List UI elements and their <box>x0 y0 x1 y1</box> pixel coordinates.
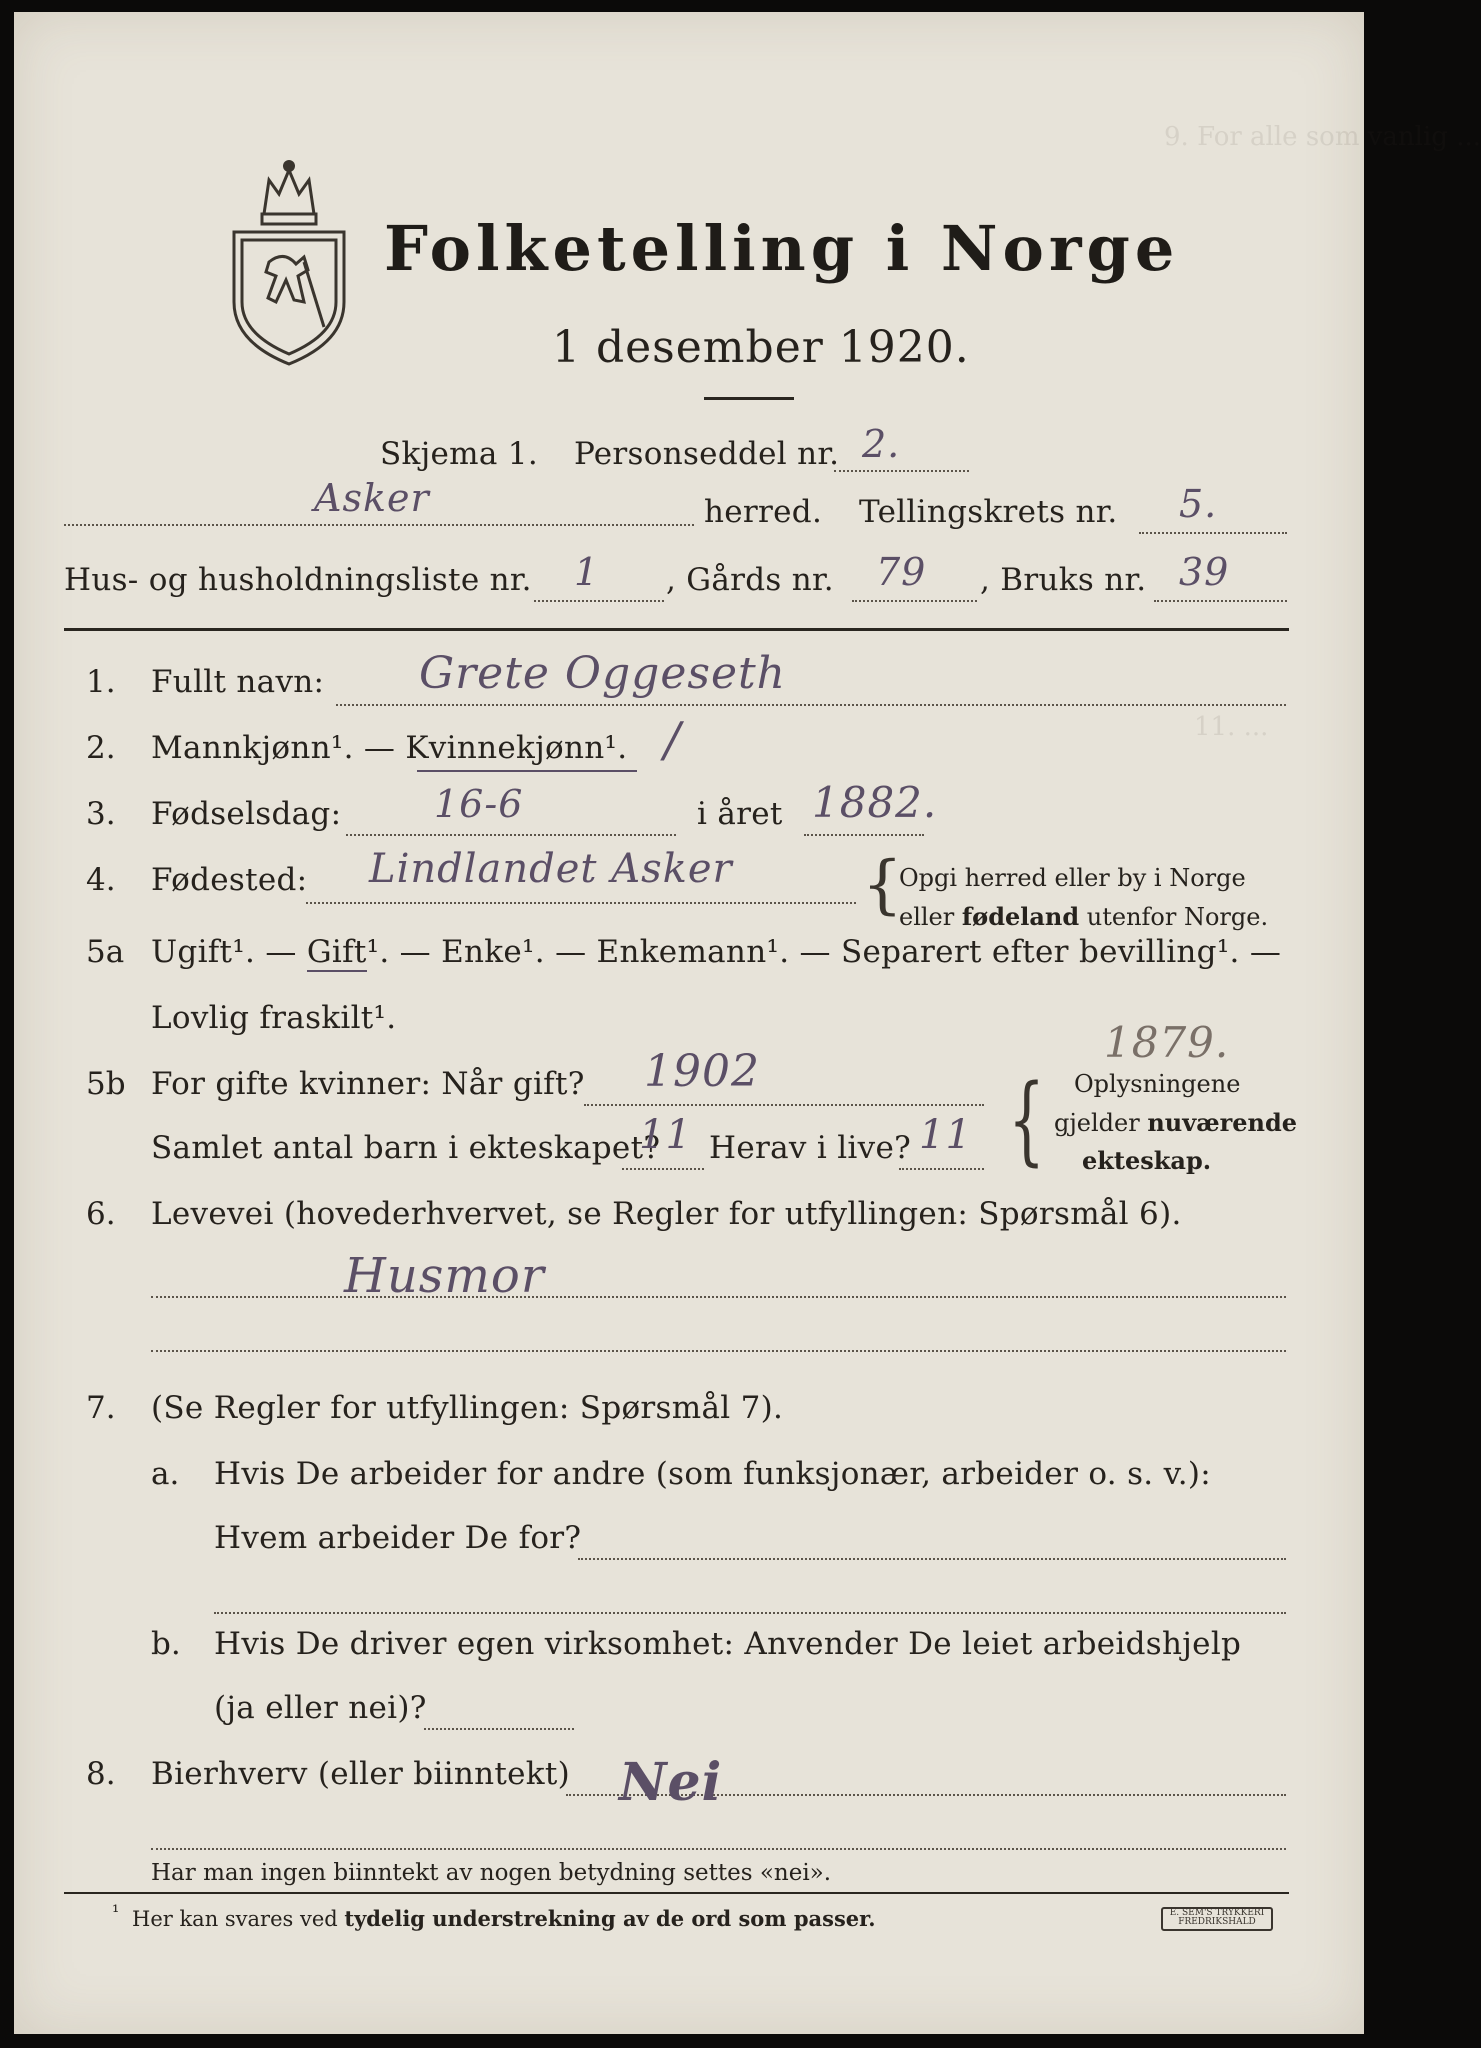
husholdningsliste-value: 1 <box>574 550 600 594</box>
q7b-number: b. <box>151 1626 181 1662</box>
q5b-children-line <box>622 1168 704 1170</box>
header-separator <box>64 628 1289 631</box>
q5b-alive-count: 11 <box>919 1112 972 1158</box>
tellingskrets-line <box>1139 532 1287 534</box>
q3-day-line <box>346 834 676 836</box>
bruks-value: 39 <box>1179 550 1230 594</box>
q5b-number: 5b <box>86 1066 126 1102</box>
form-title: Folketelling i Norge <box>384 212 1180 285</box>
bleed-through-text: 9. For alle som vanlig ... <box>1164 122 1481 152</box>
q3-birthday: 16-6 <box>434 782 524 826</box>
q7b-answer-line <box>424 1728 574 1730</box>
bruks-label: , Bruks nr. <box>980 562 1147 598</box>
personseddel-line <box>834 470 969 472</box>
q5b-children-label: Samlet antal barn i ekteskapet? <box>151 1130 661 1166</box>
q7a-number: a. <box>151 1456 180 1492</box>
q7a-answer-line-2 <box>214 1612 1286 1614</box>
q7a-answer-line-1 <box>578 1558 1286 1560</box>
husholdningsliste-line <box>534 600 664 602</box>
q5b-married-line <box>584 1104 984 1106</box>
footnote-text: Her kan svares ved tydelig understrekning av de ord som passer. <box>132 1906 876 1931</box>
q1-full-name: Grete Oggeseth <box>419 648 787 699</box>
q7a-line1: Hvis De arbeider for andre (som funksjonær, arbeider o. s. v.): <box>214 1456 1212 1492</box>
q3-year-line <box>804 834 924 836</box>
q1-number: 1. <box>86 664 116 700</box>
census-date: 1 desember 1920. <box>552 322 970 373</box>
q2-underline-kvinnekjonn <box>417 770 637 772</box>
q5b-alive-line <box>899 1168 984 1170</box>
q2-label: Mannkjønn¹. — Kvinnekjønn¹. <box>151 730 628 766</box>
title-divider <box>704 397 794 400</box>
herred-line <box>64 524 694 526</box>
q6-line-2 <box>151 1350 1286 1352</box>
gards-label: , Gårds nr. <box>666 562 834 598</box>
q2-number: 2. <box>86 730 116 766</box>
q1-label: Fullt navn: <box>151 664 325 700</box>
q1-line <box>336 704 1286 706</box>
q5b-label: For gifte kvinner: Når gift? <box>151 1066 585 1102</box>
q3-year-label: i året <box>697 796 783 832</box>
q5b-note-line2: gjelder nuværende <box>1054 1108 1298 1137</box>
q5a-line2: Lovlig fraskilt¹. <box>151 1000 397 1036</box>
q2-mark: / <box>664 712 682 768</box>
q5b-note-line3: ekteskap. <box>1082 1146 1212 1175</box>
q7b-line2: (ja eller nei)? <box>214 1690 427 1726</box>
q4-note-line1: Opgi herred eller by i Norge <box>899 864 1246 892</box>
q4-birthplace: Lindlandet Asker <box>369 846 733 892</box>
q5b-brace: { <box>1008 1064 1045 1176</box>
q4-label: Fødested: <box>151 862 308 898</box>
q5a-line1: Ugift¹. — Gift¹. — Enke¹. — Enkemann¹. — Separert efter bevilling¹. — <box>151 934 1282 970</box>
q6-label: Levevei (hovederhvervet, se Regler for utfyllingen: Spørsmål 6). <box>151 1196 1182 1232</box>
skjema-label: Skjema 1. <box>380 436 538 472</box>
gards-value: 79 <box>876 550 927 594</box>
q3-birth-year: 1882. <box>812 778 938 827</box>
q4-line <box>306 902 856 904</box>
coat-of-arms-icon <box>224 152 354 372</box>
q6-occupation: Husmor <box>344 1248 545 1304</box>
footnote-separator <box>64 1892 1289 1894</box>
q7a-line2: Hvem arbeider De for? <box>214 1520 582 1556</box>
q4-brace: { <box>862 848 903 922</box>
q8-answer: Nei <box>619 1752 723 1813</box>
q4-note-line2: eller fødeland utenfor Norge. <box>899 902 1269 931</box>
q8-note: Har man ingen biinntekt av nogen betydning settes «nei». <box>151 1860 832 1886</box>
printer-stamp: E. SEM'S TRYKKERI FREDRIKSHALD <box>1161 1907 1273 1931</box>
q5b-children-count: 11 <box>639 1112 692 1158</box>
q5b-note-line1: Oplysningene <box>1074 1070 1241 1098</box>
gards-line <box>852 600 977 602</box>
bruks-line <box>1154 600 1287 602</box>
bleed-through-text: 11. ... <box>1194 712 1269 742</box>
q3-number: 3. <box>86 796 116 832</box>
footnote-mark: ¹ <box>112 1902 120 1923</box>
q5b-married-year: 1902 <box>644 1046 760 1097</box>
q6-line-1 <box>151 1296 1286 1298</box>
q3-label: Fødselsdag: <box>151 796 342 832</box>
q8-number: 8. <box>86 1756 116 1792</box>
q8-label: Bierhverv (eller biinntekt) <box>151 1756 571 1792</box>
husholdningsliste-label: Hus- og husholdningsliste nr. <box>64 562 532 598</box>
q4-number: 4. <box>86 862 116 898</box>
q6-number: 6. <box>86 1196 116 1232</box>
q5b-alive-label: Herav i live? <box>709 1130 912 1166</box>
tellingskrets-value: 5. <box>1179 482 1218 526</box>
herred-value: Asker <box>314 476 430 520</box>
q5b-extra-year: 1879. <box>1104 1018 1230 1067</box>
q8-line-2 <box>151 1848 1286 1850</box>
personseddel-value: 2. <box>862 422 901 466</box>
census-form-page <box>14 12 1481 2034</box>
q5a-gift-underlined: Gift <box>306 934 367 970</box>
tellingskrets-label: Tellingskrets nr. <box>859 494 1118 530</box>
personseddel-label: Personseddel nr. <box>574 436 840 472</box>
q7-number: 7. <box>86 1390 116 1426</box>
q5a-number: 5a <box>86 934 125 970</box>
q7b-line1: Hvis De driver egen virksomhet: Anvender De leiet arbeidshjelp <box>214 1626 1242 1662</box>
herred-label: herred. <box>704 494 823 530</box>
q7-label: (Se Regler for utfyllingen: Spørsmål 7). <box>151 1390 784 1426</box>
